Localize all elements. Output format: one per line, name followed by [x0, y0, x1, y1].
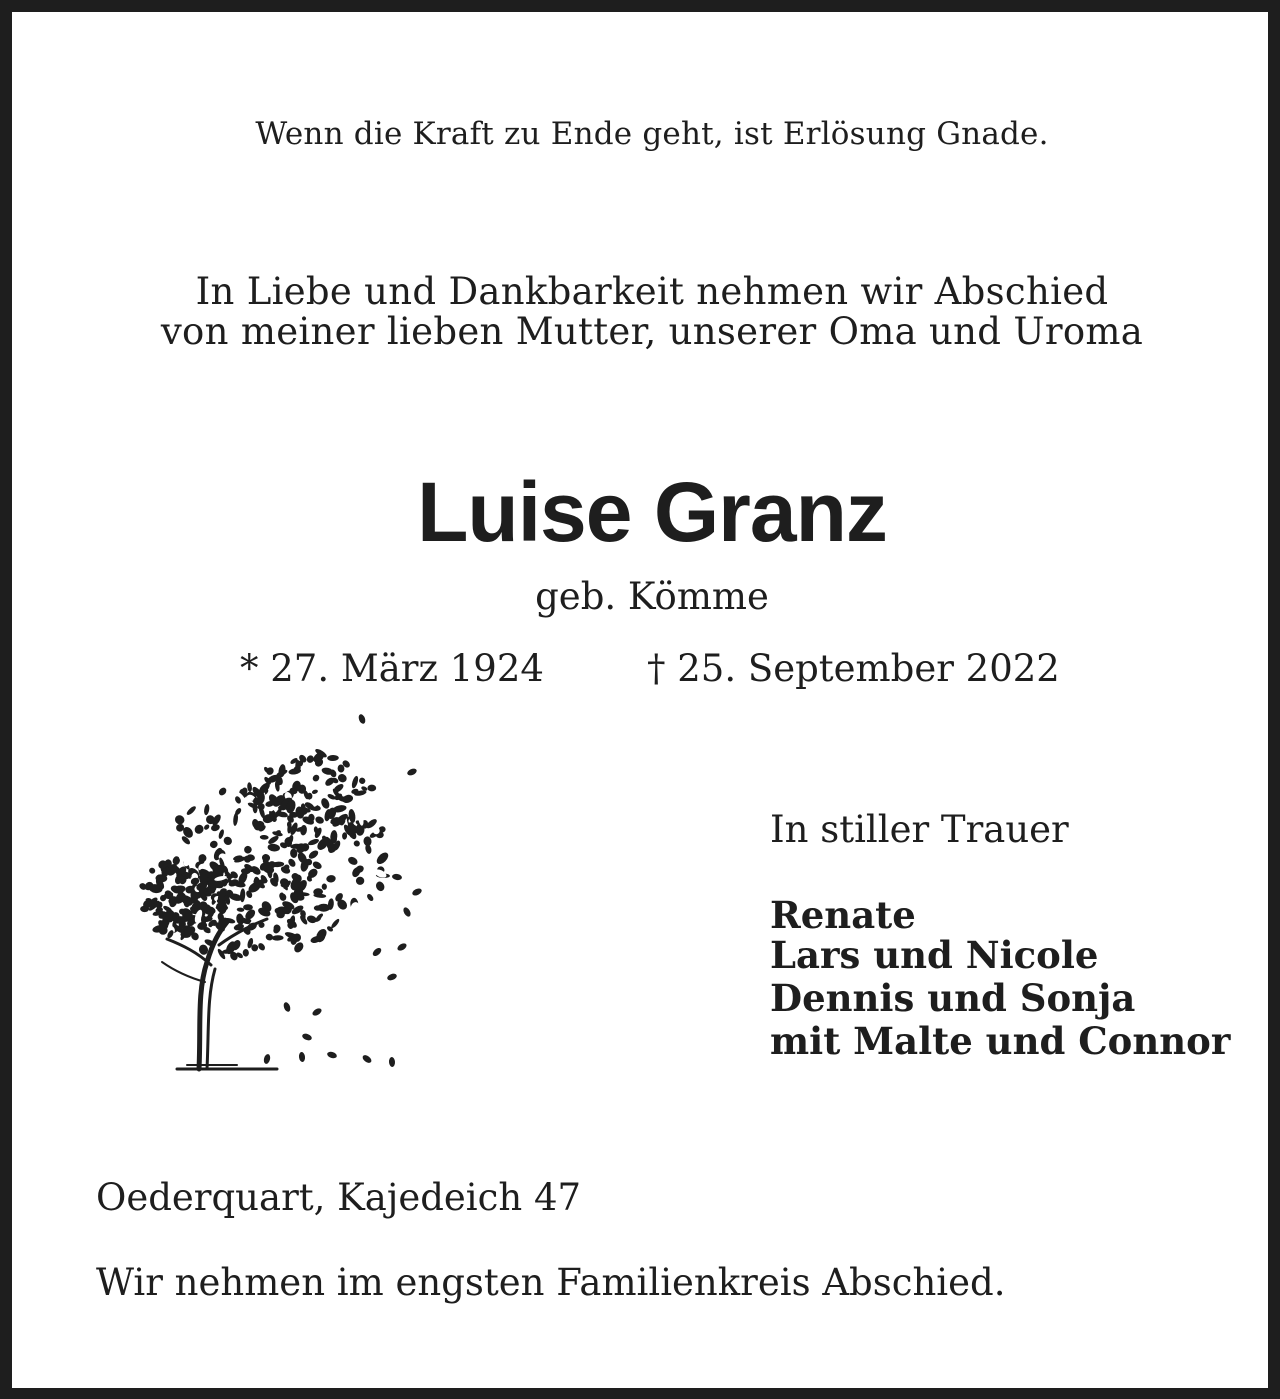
maiden-name: geb. Kömme [535, 575, 769, 618]
mourner-name: Dennis und Sonja [770, 976, 1136, 1020]
intro-line-1: In Liebe und Dankbarkeit nehmen wir Abschied [195, 270, 1109, 313]
mourner-name: mit Malte und Connor [770, 1019, 1231, 1063]
windswept-tree-icon [127, 707, 427, 1082]
mourner-name: Lars und Nicole [770, 933, 1099, 977]
birth-date: * 27. März 1924 [240, 647, 544, 690]
intro-line-2: von meiner lieben Mutter, unserer Oma und Uroma [160, 310, 1144, 353]
mourner-name: Renate [770, 893, 916, 937]
mourning-heading: In stiller Trauer [770, 808, 1069, 851]
deceased-name: Luise Granz [417, 465, 887, 559]
motto: Wenn die Kraft zu Ende geht, ist Erlösung Gnade. [255, 116, 1049, 152]
closing-line: Wir nehmen im engsten Familienkreis Abschied. [96, 1261, 1006, 1304]
death-date: † 25. September 2022 [647, 647, 1060, 690]
address: Oederquart, Kajedeich 47 [96, 1176, 582, 1219]
